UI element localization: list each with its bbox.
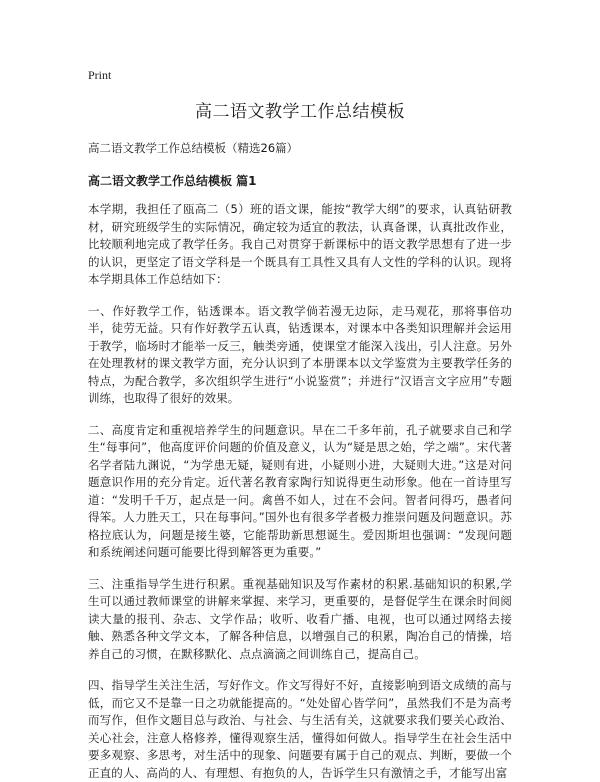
document-subtitle: 高二语文教学工作总结模板（精选26篇） — [88, 141, 299, 155]
paragraph-1: 一、作好教学工作，钻透课本。语文教学倘若漫无边际，走马观花，那将事倍功半，徒劳无益。只有作好教学五认真，钻透课本，对课本中各类知识理解并会运用于教学，临场时才能举一反三，触类旁通，使课堂才能深入浅出，引人注意。另外在处理教材的课文教学方面，充分认识到了本册课本以文学鉴赏为主要教学任务的特点，为配合教学，多次组织学生进行“小说鉴赏”；并进行“汉语言文字应用”专题训练，也取得了很好的效果。 — [88, 303, 512, 405]
paragraph-2: 二、高度肯定和重视培养学生的问题意识。早在二千多年前，孔子就要求自己和学生“每事问”，他高度评价问题的价值及意义，认为“疑是思之始，学之端”。宋代著名学者陆九渊说，“为学患无疑，疑则有进，小疑则小进，大疑则大进。”这是对问题意识作用的充分肯定。近代著名教育家陶行知说得更生动形象。他在一首诗里写道：“发明千千万，起点是一问。禽兽不如人，过在不会问。智者问得巧，愚者问得笨。人力胜天工，只在每事问。”国外也有很多学者极力推崇问题及问题意识。苏格拉底认为，问题是接生婆，它能帮助新思想诞生。爱因斯坦也强调：“发现问题和系统阐述问题可能要比得到解答更为重要。” — [88, 422, 512, 559]
paragraph-3: 三、注重指导学生进行积累。重视基础知识及写作素材的积累.基础知识的积累,学生可以通过教师课堂的讲解来掌握、来学习，更重要的，是督促学生在课余时间阅读大量的报刊、杂志、文学作品；收听、收看广播、电视，也可以通过网络去接触、熟悉各种文学文本，了解各种信息，以增强自己的积累，陶冶自己的情操，培养自己的习惯，在默移默化、点点滴滴之间训练自己，提高自己。 — [88, 576, 512, 661]
section-heading: 高二语文教学工作总结模板 篇1 — [88, 174, 257, 188]
paragraph-intro: 本学期，我担任了瓯高二（5）班的语文课，能按“教学大纲”的要求，认真钻研教材，研究班级学生的实际情况，确定较为适宜的教法，认真备课，认真批改作业，比较顺利地完成了教学任务。我自己对贯穿于新课标中的语文教学思想有了进一步的认识，更坚定了语文学科是一个既具有工具性又具有人文性的学科的认识。现将本学期具体工作总结如下： — [88, 202, 512, 286]
document-title: 高二语文教学工作总结模板 — [195, 102, 405, 122]
print-link[interactable]: Print — [88, 68, 112, 82]
paragraph-4: 四、指导学生关注生活，写好作文。作文写得好不好，直接影响到语文成绩的高与低，而它又不是靠一日之功就能提高的。“处处留心皆学问”，虽然我们不是为高考而写作，但作文题目总与政治、与社会、与生活有关，这就要求我们要关心政治、关心社会，注意人格修养，懂得观察生活，懂得如何做人。指导学生在社会生活中要多观察、多思考，对生活中的现象、问题要有属于自己的观点、判断，要做一个正直的人、高尚的人、有理想、有抱负的人，告诉学生只有激情之手，才能写出富 — [88, 678, 512, 780]
